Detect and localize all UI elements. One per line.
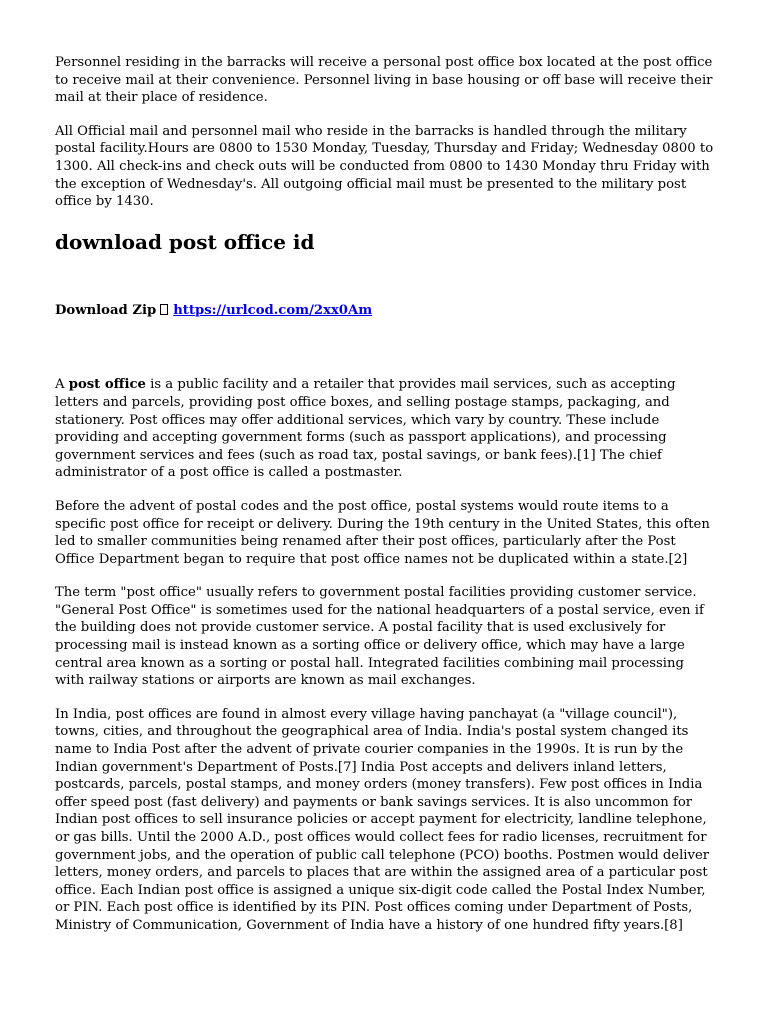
definition-term: post office [68,377,146,393]
download-line [55,302,715,320]
paragraph-official-mail-hours: All Official mail and personnel mail who reside in the barracks is handled through the military postal facility.Hours are 0800 to 1530 Monday, Tuesday, Thursday and Friday; Wednesday 0800 to 1300. All check-ins and check outs will be conducted from 0800 to 1430 Monday thru Friday with the exception of Wednesday's. All outgoing official mail must be presented to the military post office by 1430. [55,123,714,210]
paragraph-india-post: In India, post offices are found in almost every village having panchayat (a "village council"), towns, cities, and throughout the geographical area of India. India's postal system changed its name to India Post after the advent of private courier companies in the 1990s. It is run by the Indian government's Department of Posts.[7] India Post accepts and delivers inland letters, postcards, parcels, postal stamps, and money orders (money transfers). Few post offices in India offer speed post (fast delivery) and payments or bank savings services. It is also uncommon for Indian post offices to sell insurance policies or accept payment for electricity, landline telephone, or gas bills. Until the 2000 A.D., post offices would collect fees for radio licenses, recruitment for government jobs, and the operation of public call telephone (PCO) booths. Postmen would deliver letters, money orders, and parcels to places that are within the assigned area of a particular post office. Each Indian post office is assigned a unique six-digit code called the Postal Index Number, or PIN. Each post office is identified by its PIN. Post offices coming under Department of Posts, Ministry of Communication, Government of India have a history of one hundred fifty years.[8] [55,706,710,933]
document-page [55,54,715,935]
definition-lead: A [55,377,69,393]
definition-body: is a public facility and a retailer that provides mail services, such as accepting letters and parcels, providing post office boxes, and selling postage stamps, packaging, and stationery. Post offices may offer additional services, which vary by country. These include providing and accepting government forms (such as passport applications), and processing government services and fees (such as road tax, postal savings, or bank fees).[1] The chief administrator of a post office is called a postmaster. [55,377,676,481]
missing-glyph-icon [160,304,168,315]
paragraph-post-office-definition [55,376,715,482]
download-label: Download Zip [55,302,157,318]
page-heading: download post office id [55,229,315,254]
paragraph-barracks-mail: Personnel residing in the barracks will receive a personal post office box located at the post office to receive mail at their convenience. Personnel living in base housing or off base will receive their mail at their place of residence. [55,55,713,106]
paragraph-post-office-term: The term "post office" usually refers to government postal facilities providing customer service. "General Post Office" is sometimes used for the national headquarters of a postal service, even if the building does not provide customer service. A postal facility that is used exclusively for processing mail is instead known as a sorting office or delivery office, which may have a large central area known as a sorting or postal hall. Integrated facilities combining mail processing with railway stations or airports are known as mail exchanges. [55,585,704,689]
paragraph-postal-codes-history: Before the advent of postal codes and the post office, postal systems would route items to a specific post office for receipt or delivery. During the 19th century in the United States, this often led to smaller communities being renamed after their post offices, particularly after the Post Office Department began to require that post office names not be duplicated within a state.[2] [55,498,710,567]
download-link[interactable]: https://urlcod.com/2xx0Am [173,302,373,318]
